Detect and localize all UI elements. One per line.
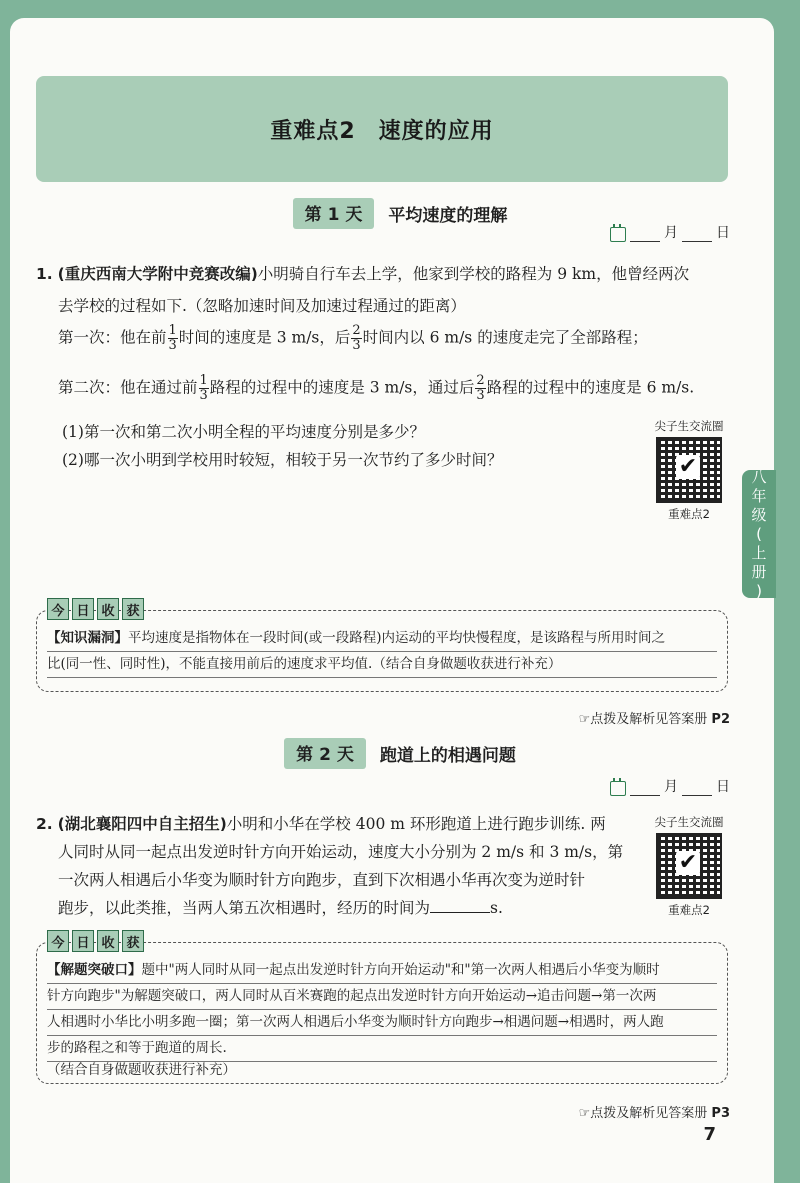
date-row-2: 月 日 <box>610 776 730 796</box>
gain2-line5: （结合自身做题收获进行补充） <box>47 1062 236 1078</box>
month-blank[interactable] <box>630 227 660 242</box>
day2-title: 跑道上的相遇问题 <box>379 746 516 766</box>
month-label: 月 <box>664 225 678 241</box>
first-trip-line <box>58 324 648 353</box>
question-stem-b: 去学校的过程如下.（忽略加速时间及加速过程通过的距离） <box>58 297 466 315</box>
day1-title: 平均速度的理解 <box>388 206 508 226</box>
day2-badge: 第 2 天 <box>284 738 366 769</box>
today-gain-label: 今 日 收 获 <box>47 930 144 952</box>
check-icon: ✔ <box>676 851 700 875</box>
question-number: 1. <box>36 265 53 283</box>
answer-blank[interactable] <box>430 898 490 913</box>
qr-top-label: 尖子生交流圈 <box>654 815 724 829</box>
qr-block-2 <box>644 814 734 918</box>
gain2-line2: 针方向跑步"为解题突破口，两人同时从百米赛跑的起点出发逆时针方向开始运动→追击问题→第一次两 <box>47 983 717 1010</box>
fraction-one-third: $\frac{1}{3}$ <box>168 323 177 353</box>
qr-bottom-label: 重难点2 <box>668 903 710 917</box>
second-trip-line <box>58 374 694 403</box>
question-2-stem: 2. (湖北襄阳四中自主招生)小明和小华在学校 400 m 环形跑道上进行跑步训练. 两 人同时从同一起点出发逆时针方向开始运动，速度大小分别为 2 m/s 和 3 m/s，第 一次两人相遇后小华变为顺时针方向跑步，直到下次相遇小华再次变为逆时针 跑步，以此类推，当两人第五次相遇时，经历的时间为 s. <box>36 815 624 917</box>
gain2-line4: 步的路程之和等于跑道的周长. <box>47 1035 717 1062</box>
date-row-1 <box>610 222 730 242</box>
banner-title: 重难点2 速度的应用 <box>270 118 494 144</box>
question-number: 2. <box>36 815 53 833</box>
gain1-line1: 【知识漏洞】平均速度是指物体在一段时间(或一段路程)内运动的平均快慢程度，是该路程与所用时间之 <box>47 625 717 652</box>
gain1-line2: 比(同一性、同时性)，不能直接用前后的速度求平均值.（结合自身做题收获进行补充） <box>47 651 717 678</box>
section-banner <box>36 76 728 182</box>
day-blank[interactable] <box>682 227 712 242</box>
day-blank[interactable] <box>682 781 712 796</box>
answer-reference-2: ☞点拨及解析见答案册 P3 <box>578 1106 730 1121</box>
day-label: 日 <box>716 225 730 241</box>
second-trip-c: 路程的过程中的速度是 6 m/s. <box>486 378 695 397</box>
today-gain-box-2 <box>36 935 728 1084</box>
fraction-one-third: $\frac{1}{3}$ <box>199 373 208 403</box>
sub-question-2: (2)哪一次小明到学校用时较短，相较于另一次节约了多少时间？ <box>62 451 503 469</box>
fraction-two-thirds: $\frac{2}{3}$ <box>476 373 485 403</box>
sub-question-1: (1)第一次和第二次小明全程的平均速度分别是多少？ <box>62 423 425 441</box>
calendar-check-icon <box>610 227 626 242</box>
question-source: (重庆西南大学附中竞赛改编) <box>57 265 258 283</box>
answer-reference-1: ☞点拨及解析见答案册 P2 <box>578 712 730 727</box>
day2-header <box>0 738 800 769</box>
gain2-line3: 人相遇时小华比小明多跑一圈；第一次两人相遇后小华变为顺时针方向跑步→相遇问题→相遇时，两人跑 <box>47 1009 717 1036</box>
qr-code-icon[interactable] <box>656 437 722 503</box>
qr-block-1 <box>644 418 734 522</box>
month-blank[interactable] <box>630 781 660 796</box>
second-trip-b: 路程的过程中的速度是 3 m/s，通过后 <box>209 378 475 397</box>
fraction-two-thirds: $\frac{2}{3}$ <box>352 323 361 353</box>
check-icon: ✔ <box>676 455 700 479</box>
first-trip-c: 时间内以 6 m/s 的速度走完了全部路程； <box>362 328 648 347</box>
question-1-stem <box>36 258 726 322</box>
question-source: (湖北襄阳四中自主招生) <box>57 815 227 833</box>
first-trip-a: 第一次：他在前 <box>58 328 167 347</box>
day1-badge: 第 1 天 <box>293 198 375 229</box>
qr-bottom-label: 重难点2 <box>668 507 710 521</box>
qr-code-icon[interactable] <box>656 833 722 899</box>
today-gain-box-1 <box>36 603 728 692</box>
page-number: 7 <box>703 1124 716 1145</box>
today-gain-label: 今 日 收 获 <box>47 598 144 620</box>
qr-top-label: 尖子生交流圈 <box>654 419 724 433</box>
gain2-line1: 【解题突破口】题中"两人同时从同一起点出发逆时针方向开始运动"和"第一次两人相遇后小华变为顺时 <box>47 957 717 984</box>
second-trip-a: 第二次：他在通过前 <box>58 378 198 397</box>
first-trip-b: 时间的速度是 3 m/s，后 <box>178 328 351 347</box>
question-stem-a: 小明骑自行车去上学，他家到学校的路程为 9 km，他曾经两次 <box>257 265 690 283</box>
calendar-check-icon <box>610 781 626 796</box>
grade-side-tab: 八 年 级 ( 上 册 ) <box>742 470 776 598</box>
